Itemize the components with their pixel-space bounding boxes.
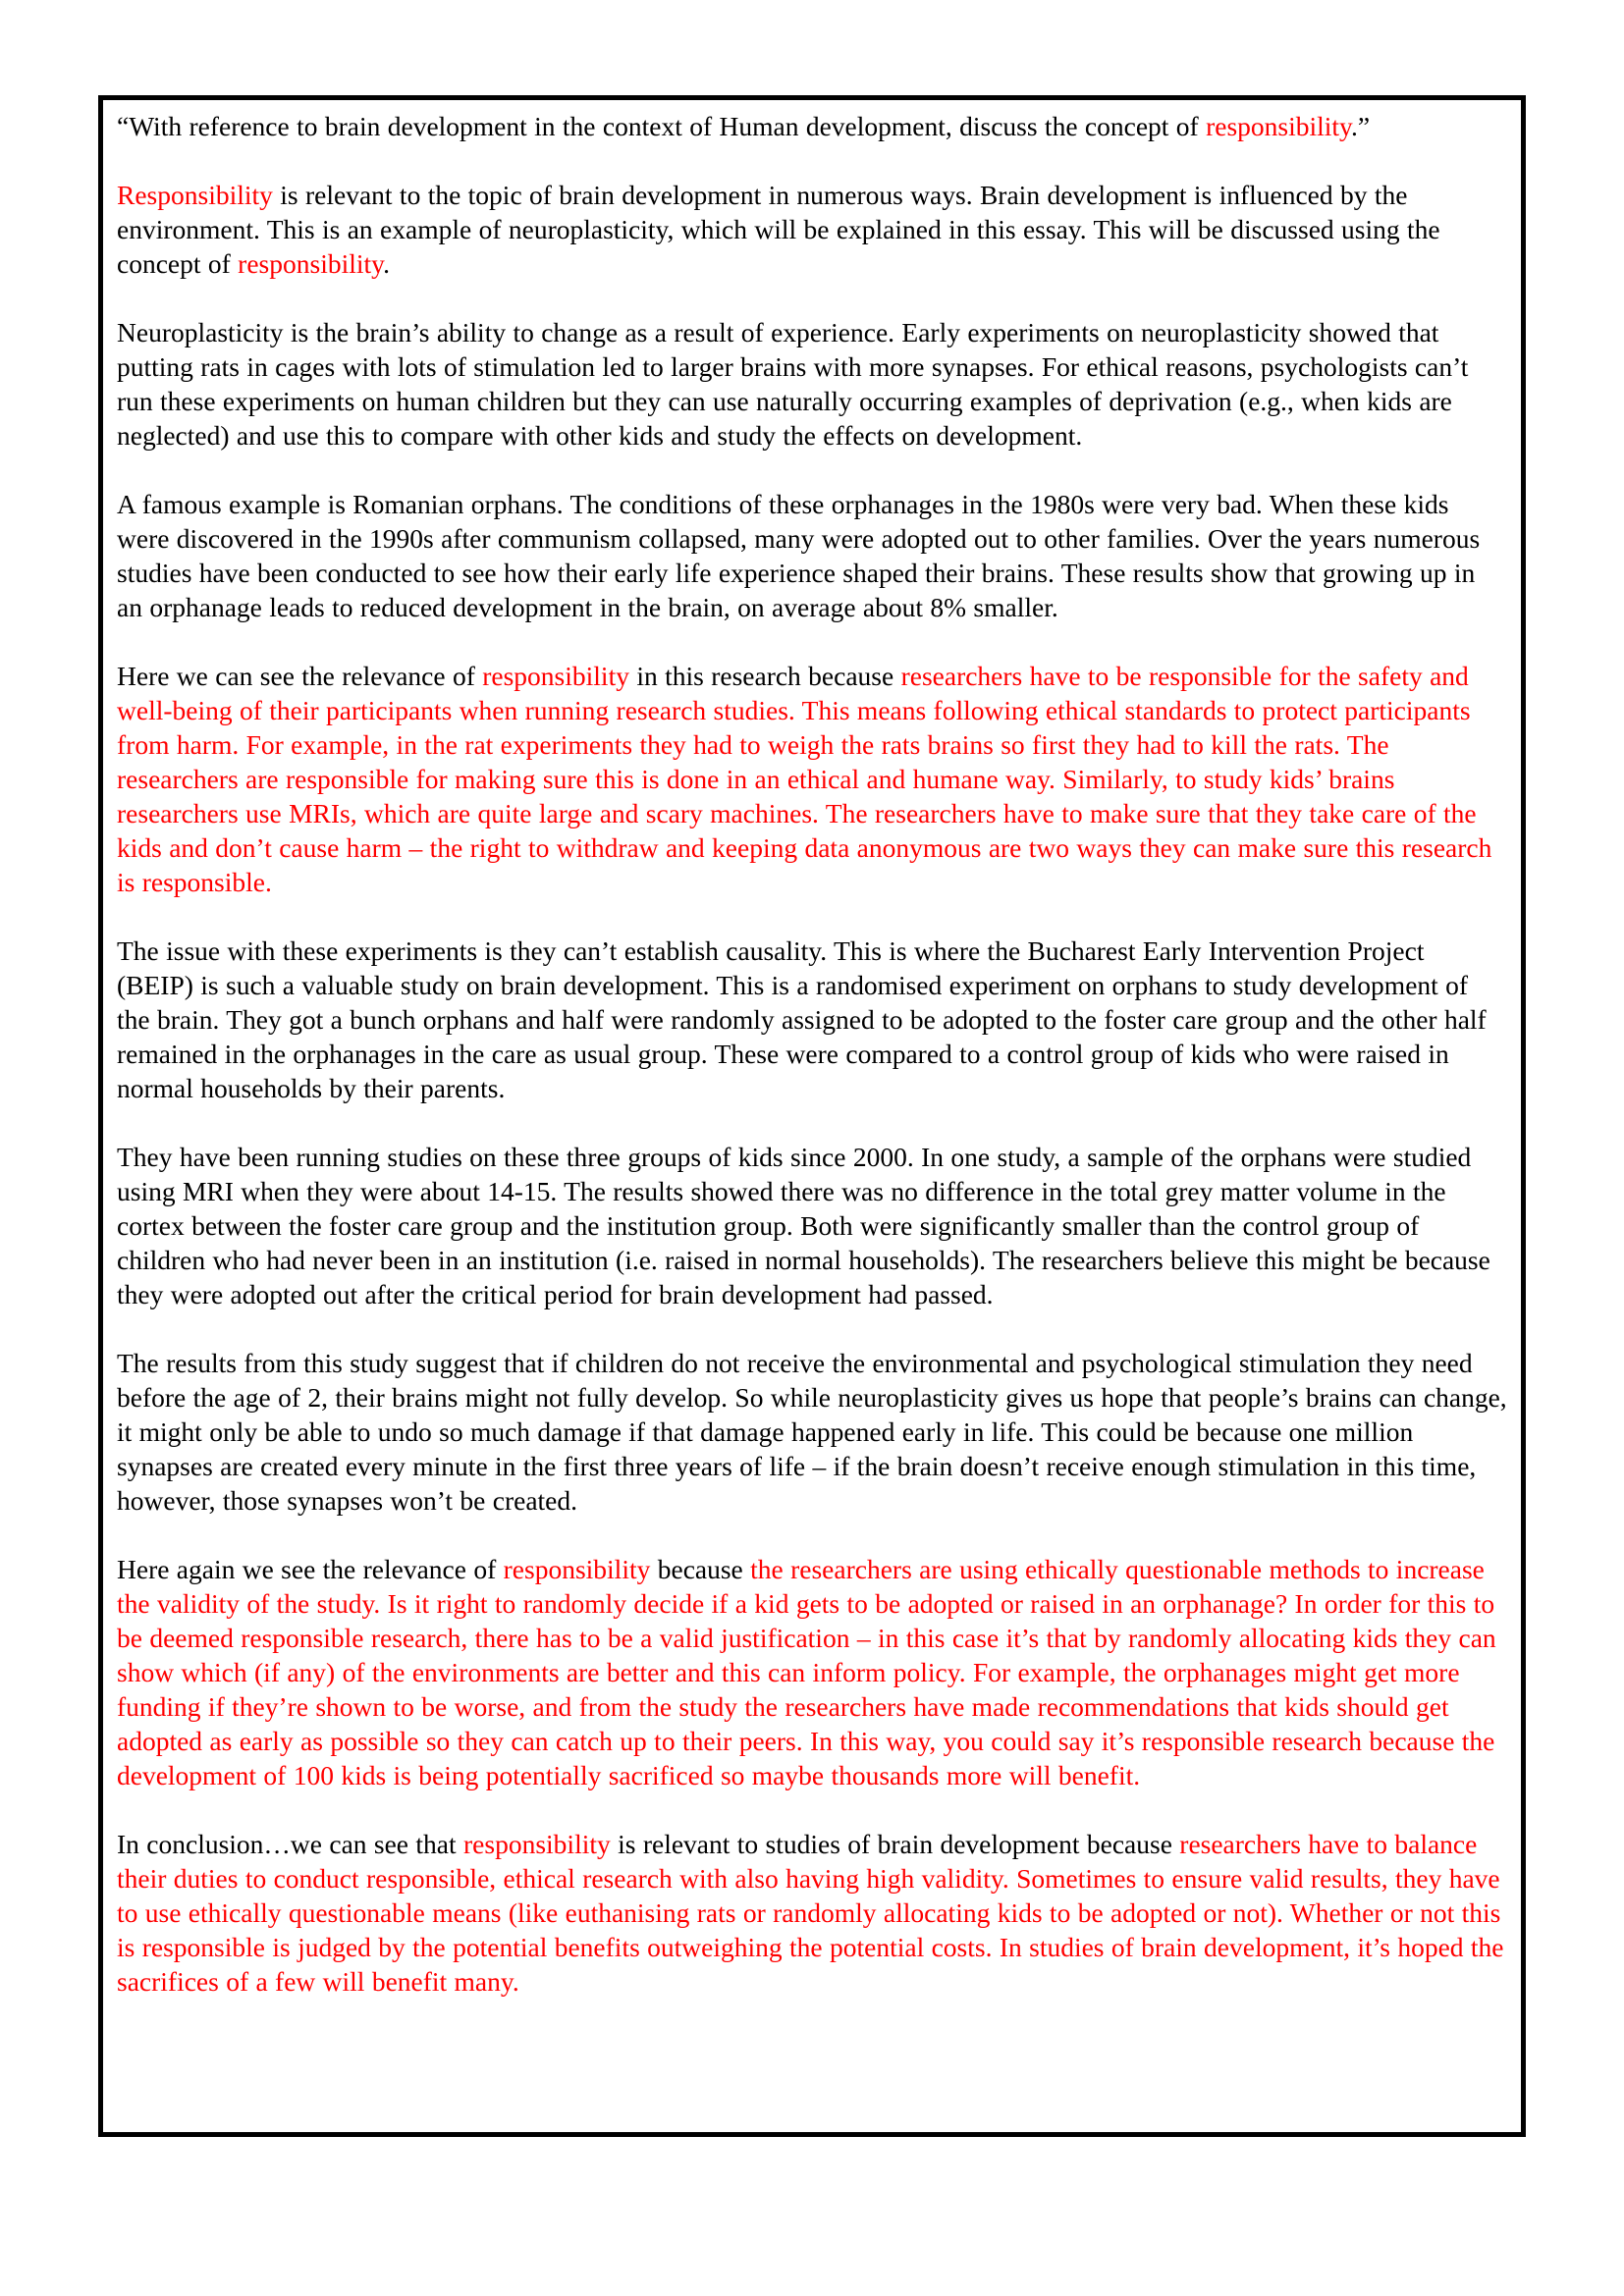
text-run: “With reference to brain development in the context of Human development, discuss the concept of [117,111,1207,141]
essay-box [98,95,1526,2137]
essay-paragraph [117,1346,1507,1518]
essay-paragraph [117,1827,1507,1999]
essay-paragraph [117,1140,1507,1311]
essay-paragraph [117,487,1507,624]
essay-paragraph [117,1552,1507,1792]
text-run: A famous example is Romanian orphans. The conditions of these orphanages in the 1980s were very bad. When these kids were discovered in the 1990s after communism collapsed, many were adopted out to other families. Over the years numerous studies have been conducted to see how their early life experience shaped their brains. These results show that growing up in an orphanage leads to reduced development in the brain, on average about 8% smaller. [117,489,1481,622]
text-run: because [650,1554,751,1584]
essay-paragraph [117,659,1507,899]
text-run: is relevant to the topic of brain development in numerous ways. Brain development is influenced by the environment. This is an example of neuroplasticity, which will be explained in this essay. This will be discussed using the concept of [117,180,1440,279]
text-run: researchers have to be responsible for the safety and well-being of their participants when running research studies. This means following ethical standards to protect participants from harm. For example, in the rat experiments they had to weigh the rats brains so first they had to kill the rats. The researchers are responsible for making sure this is done in an ethical and humane way. Similarly, to study kids’ brains researchers use MRIs, which are quite large and scary machines. The researchers have to make sure that they take care of the kids and don’t cause harm – the right to withdraw and keeping data anonymous are two ways they can make sure this research is responsible. [117,661,1492,897]
text-run: responsibility [1206,111,1352,141]
text-run: responsibility [238,248,384,279]
text-run: responsibility [482,661,629,691]
text-run: Responsibility [117,180,273,210]
text-run: In conclusion…we can see that [117,1829,464,1859]
text-run: responsibility [463,1829,611,1859]
essay-paragraph [117,109,1507,143]
text-run: Here we can see the relevance of [117,661,483,691]
text-run: They have been running studies on these three groups of kids since 2000. In one study, a sample of the orphans were studied using MRI when they were about 14-15. The results showed there was no difference in the total grey matter volume in the cortex between the foster care group and the institution group. Both were significantly smaller than the control group of children who had never been in an institution (i.e. raised in normal households). The researchers believe this might be because they were adopted out after the critical period for brain development had passed. [117,1142,1490,1309]
essay-paragraph [117,178,1507,281]
text-run: .” [1351,111,1371,141]
text-run: Neuroplasticity is the brain’s ability to change as a result of experience. Early experiments on neuroplasticity showed that putting rats in cages with lots of stimulation led to larger brains with more synapses. For ethical reasons, psychologists can’t run these experiments on human children but they can use naturally occurring examples of deprivation (e.g., when kids are neglected) and use this to compare with other kids and study the effects on development. [117,317,1469,451]
text-run: The issue with these experiments is they can’t establish causality. This is where the Bucharest Early Intervention Project (BEIP) is such a valuable study on brain development. This is a randomised experiment on orphans to study development of the brain. They got a bunch orphans and half were randomly assigned to be adopted to the foster care group and the other half remained in the orphanages in the care as usual group. These were compared to a control group of kids who were raised in normal households by their parents. [117,935,1487,1103]
text-run: is relevant to studies of brain development because [610,1829,1180,1859]
text-run: . [383,248,390,279]
text-run: The results from this study suggest that if children do not receive the environmental and psychological stimulation they need before the age of 2, their brains might not fully develop. So while neuroplasticity gives us hope that people’s brains can change, it might only be able to undo so much damage if that damage happened early in life. This could be because one million synapses are created every minute in the first three years of life – if the brain doesn’t receive enough stimulation in this time, however, those synapses won’t be created. [117,1348,1507,1516]
text-run: responsibility [503,1554,651,1584]
essay-paragraph [117,315,1507,453]
text-run: in this research because [628,661,901,691]
text-run: Here again we see the relevance of [117,1554,504,1584]
essay-body [117,109,1507,1999]
essay-paragraph [117,934,1507,1105]
text-run: researchers have to balance their duties to conduct responsible, ethical research with also having high validity. Sometimes to ensure valid results, they have to use ethically questionable means (like euthanising rats or randomly allocating kids to be adopted or not). Whether or not this is responsible is judged by the potential benefits outweighing the potential costs. In studies of brain development, it’s hoped the sacrifices of a few will benefit many. [117,1829,1504,1997]
text-run: the researchers are using ethically questionable methods to increase the validity of the study. Is it right to randomly decide if a kid gets to be adopted or raised in an orphanage? In order for this to be deemed responsible research, there has to be a valid justification – in this case it’s that by randomly allocating kids they can show which (if any) of the environments are better and this can inform policy. For example, the orphanages might get more funding if they’re shown to be worse, and from the study the researchers have made recommendations that kids should get adopted as early as possible so they can catch up to their peers. In this way, you could say it’s responsible research because the development of 100 kids is being potentially sacrificed so maybe thousands more will benefit. [117,1554,1496,1790]
